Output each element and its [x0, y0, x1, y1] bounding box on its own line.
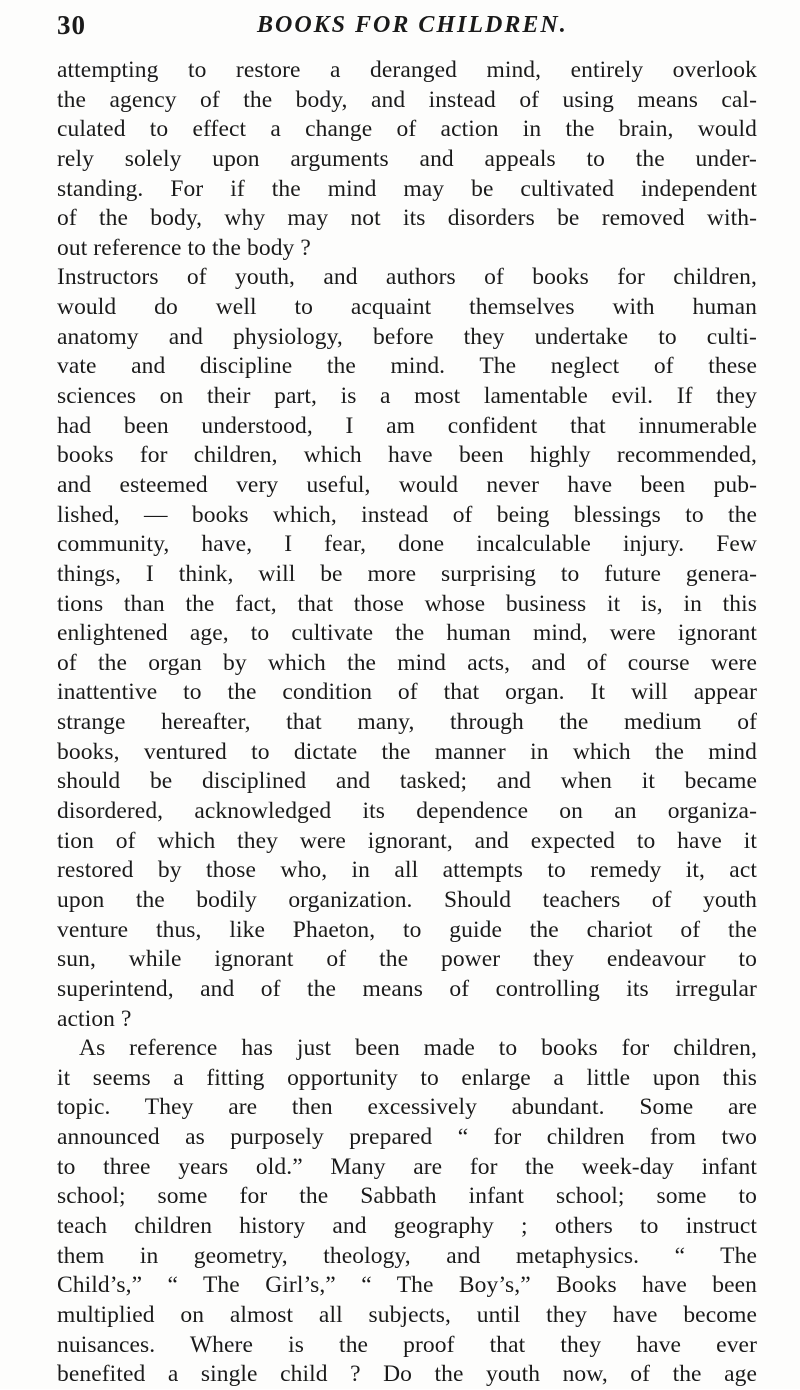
text-line: of the body, why may not its disorders be removed with-: [57, 205, 757, 232]
text-line: upon the bodily organization. Should teachers of youth: [57, 886, 757, 913]
text-line: action ?: [57, 1005, 132, 1032]
text-line: them in geometry, theology, and metaphysics. “ The: [57, 1242, 757, 1269]
text-line: announced as purposely prepared “ for children from two: [57, 1124, 757, 1151]
text-line: restored by those who, in all attempts to remedy it, act: [57, 857, 757, 884]
text-line: strange hereafter, that many, through the medium of: [57, 709, 757, 736]
text-line: books, ventured to dictate the manner in which the mind: [57, 738, 757, 765]
page-number: 30: [57, 10, 86, 40]
text-line: to three years old.” Many are for the week-day infant: [57, 1153, 757, 1180]
text-line: it seems a fitting opportunity to enlarge a little upon this: [57, 1064, 757, 1091]
text-line: lished, — books which, instead of being blessings to the: [57, 501, 757, 528]
text-line: attempting to restore a deranged mind, entirely overlook: [57, 57, 757, 83]
body-text: [57, 56, 757, 1390]
text-line: culated to effect a change of action in the brain, would: [57, 116, 757, 143]
text-line: out reference to the body ?: [57, 234, 311, 261]
text-line: teach children history and geography ; others to instruct: [57, 1212, 757, 1239]
text-line: Child’s,” “ The Girl’s,” “ The Boy’s,” Books have been: [57, 1272, 757, 1299]
text-line: nuisances. Where is the proof that they have ever: [57, 1331, 757, 1358]
text-line: would do well to acquaint themselves with human: [57, 294, 757, 321]
text-line: anatomy and physiology, before they undertake to culti-: [57, 323, 757, 350]
running-head: BOOKS FOR CHILDREN.: [257, 12, 568, 38]
text-line: sciences on their part, is a most lamentable evil. If they: [57, 383, 757, 410]
text-line: of the organ by which the mind acts, and of course were: [57, 649, 757, 676]
text-line: inattentive to the condition of that organ. It will appear: [57, 679, 757, 706]
text-line: topic. They are then excessively abundant. Some are: [57, 1094, 757, 1121]
text-line: superintend, and of the means of controlling its irregular: [57, 975, 757, 1002]
text-line: vate and discipline the mind. The neglect of these: [57, 353, 757, 380]
text-line: tions than the fact, that those whose business it is, in this: [57, 590, 757, 617]
text-line: rely solely upon arguments and appeals to the under-: [57, 145, 757, 172]
text-line: should be disciplined and tasked; and when it became: [57, 768, 757, 795]
text-line: things, I think, will be more surprising to future genera-: [57, 560, 757, 587]
text-line: the agency of the body, and instead of using means cal-: [57, 86, 757, 113]
text-line: benefited a single child ? Do the youth now, of the age: [57, 1361, 757, 1388]
text-line: venture thus, like Phaeton, to guide the chariot of the: [57, 916, 757, 943]
text-line: tion of which they were ignorant, and expected to have it: [57, 827, 757, 854]
text-line: community, have, I fear, done incalculable injury. Few: [57, 531, 757, 558]
text-line: enlightened age, to cultivate the human mind, were ignorant: [57, 620, 757, 647]
text-line: multiplied on almost all subjects, until they have become: [57, 1301, 757, 1328]
text-line: sun, while ignorant of the power they endeavour to: [57, 946, 757, 973]
text-line: disordered, acknowledged its dependence on an organiza-: [57, 798, 757, 825]
text-line: As reference has just been made to books for children,: [79, 1035, 757, 1062]
text-line: Instructors of youth, and authors of books for children,: [57, 264, 757, 291]
text-line: standing. For if the mind may be cultivated independent: [57, 175, 757, 202]
page-header: [57, 10, 757, 44]
text-line: had been understood, I am confident that innumerable: [57, 412, 757, 439]
text-line: school; some for the Sabbath infant school; some to: [57, 1183, 757, 1210]
text-line: and esteemed very useful, would never have been pub-: [57, 471, 757, 498]
text-line: books for children, which have been highly recommended,: [57, 442, 757, 469]
